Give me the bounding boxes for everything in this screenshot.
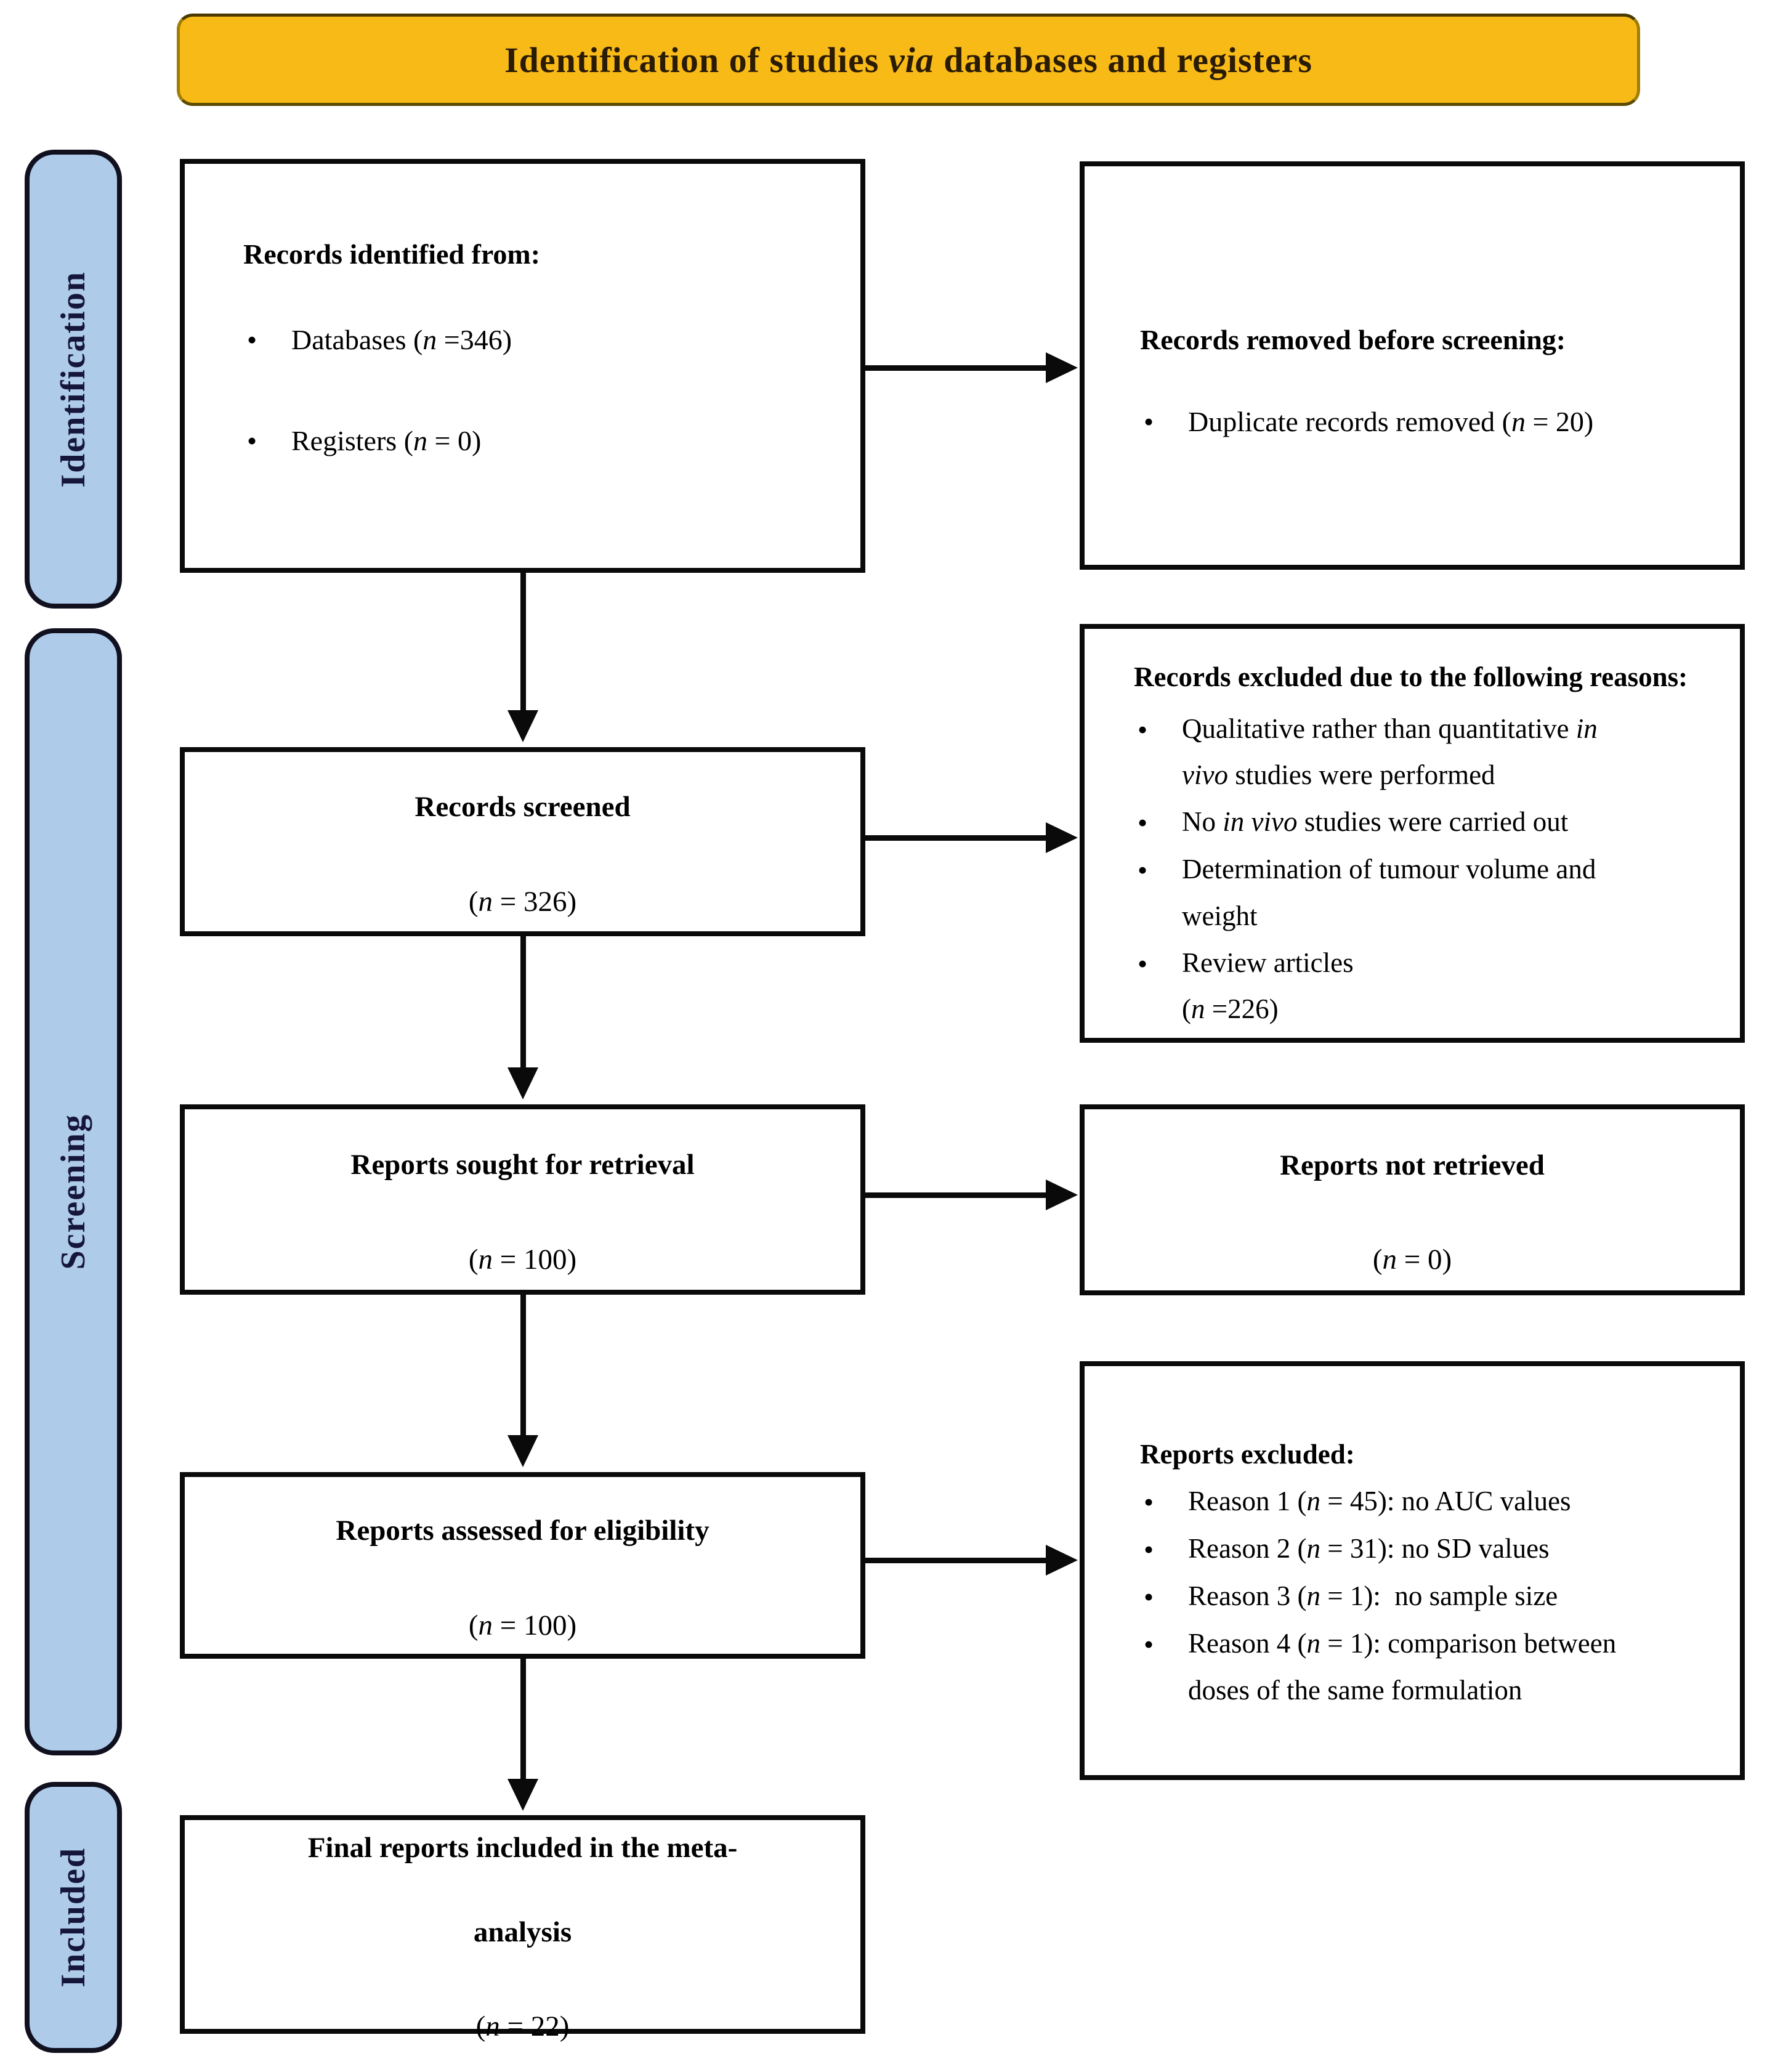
box-records-excluded — [1080, 624, 1745, 1043]
banner-title: Identification of studies via databases and registers — [504, 39, 1312, 80]
arrow-right-line — [865, 1558, 1047, 1563]
box-title: Records excluded due to the following reasons: — [1134, 662, 1688, 692]
arrow-right-head — [1046, 352, 1078, 383]
box-reports-assessed — [180, 1472, 865, 1659]
arrow-down-head — [507, 1435, 538, 1467]
box-count: (n = 100) — [468, 1243, 577, 1276]
box-count: (n = 22) — [475, 2010, 570, 2042]
box-title: Reports assessed for eligibility — [336, 1515, 710, 1547]
stage-label-identification: Identification — [54, 270, 92, 488]
box-records-screened — [180, 747, 865, 936]
bullet-list — [1140, 400, 1706, 443]
arrow-down-head — [507, 1067, 538, 1099]
bullet-item: • Qualitative rather than quantitative in vivo studies were performed — [1134, 706, 1715, 799]
bullet-dot: • — [1144, 1533, 1154, 1565]
box-title: Reports excluded: — [1140, 1439, 1355, 1470]
box-final-included — [180, 1815, 865, 2042]
box-count: (n = 326) — [468, 885, 577, 918]
stage-label-screening: Screening — [54, 1114, 92, 1270]
arrow-right-head — [1046, 1545, 1078, 1576]
box-title: Reports not retrieved — [1280, 1149, 1545, 1181]
bullet-dot: • — [1144, 1581, 1154, 1613]
box-count: (n = 100) — [468, 1609, 577, 1641]
bullet-dot: • — [1144, 1486, 1154, 1518]
box-reports-excluded — [1080, 1361, 1745, 1780]
stage-label-included: Included — [54, 1847, 92, 1988]
box-title: Records screened — [414, 791, 631, 824]
box-title: Final reports included in the meta- analysis — [307, 1832, 738, 1948]
bullet-item: • Review articles (n =226) — [1134, 940, 1715, 1033]
bullet-item: • Reason 4 (n = 1): comparison between doses of the same formulation — [1140, 1621, 1715, 1714]
bullet-dot: • — [1138, 713, 1148, 745]
bullet-item: • Databases (n =346) — [243, 318, 823, 361]
arrow-right-line — [865, 1192, 1047, 1198]
bullet-dot: • — [1138, 807, 1148, 839]
bullet-item: • Registers (n = 0) — [243, 419, 823, 462]
bullet-item: • Reason 3 (n = 1): no sample size — [1140, 1573, 1715, 1621]
box-records-removed — [1080, 161, 1745, 570]
box-count: (n = 0) — [1372, 1244, 1452, 1276]
box-title: Reports sought for retrieval — [350, 1149, 695, 1181]
stage-pill-screening — [25, 628, 122, 1755]
bullet-dot: • — [247, 324, 257, 355]
arrow-right-head — [1046, 822, 1078, 853]
bullet-list — [1140, 1478, 1715, 1714]
box-title: Records removed before screening: — [1140, 324, 1566, 355]
bullet-item: • Determination of tumour volume and weight — [1134, 846, 1715, 939]
arrow-down-head — [507, 1779, 538, 1811]
arrow-down-head — [507, 710, 538, 742]
bullet-dot: • — [1144, 406, 1154, 437]
stage-pill-included — [25, 1782, 122, 2053]
banner — [177, 14, 1640, 106]
bullet-dot: • — [1138, 854, 1148, 886]
stage-pill-identification — [25, 150, 122, 609]
bullet-item: • Reason 2 (n = 31): no SD values — [1140, 1526, 1715, 1573]
bullet-list — [243, 318, 823, 462]
bullet-dot: • — [247, 425, 257, 456]
arrow-right-line — [865, 835, 1047, 841]
arrow-down-line — [520, 936, 526, 1070]
arrow-down-line — [520, 1659, 526, 1781]
bullet-item: • Duplicate records removed (n = 20) — [1140, 400, 1706, 443]
box-records-identified — [180, 159, 865, 573]
bullet-item: • Reason 1 (n = 45): no AUC values — [1140, 1478, 1715, 1526]
box-title: Records identified from: — [243, 238, 541, 270]
box-reports-not-retrieved — [1080, 1104, 1745, 1295]
bullet-item: • No in vivo studies were carried out — [1134, 799, 1715, 846]
bullet-list — [1134, 706, 1715, 1033]
box-reports-sought — [180, 1104, 865, 1295]
bullet-dot: • — [1144, 1629, 1154, 1661]
arrow-down-line — [520, 1295, 526, 1438]
bullet-dot: • — [1138, 947, 1148, 979]
arrow-down-line — [520, 573, 526, 711]
arrow-right-head — [1046, 1180, 1078, 1210]
arrow-right-line — [865, 365, 1047, 371]
